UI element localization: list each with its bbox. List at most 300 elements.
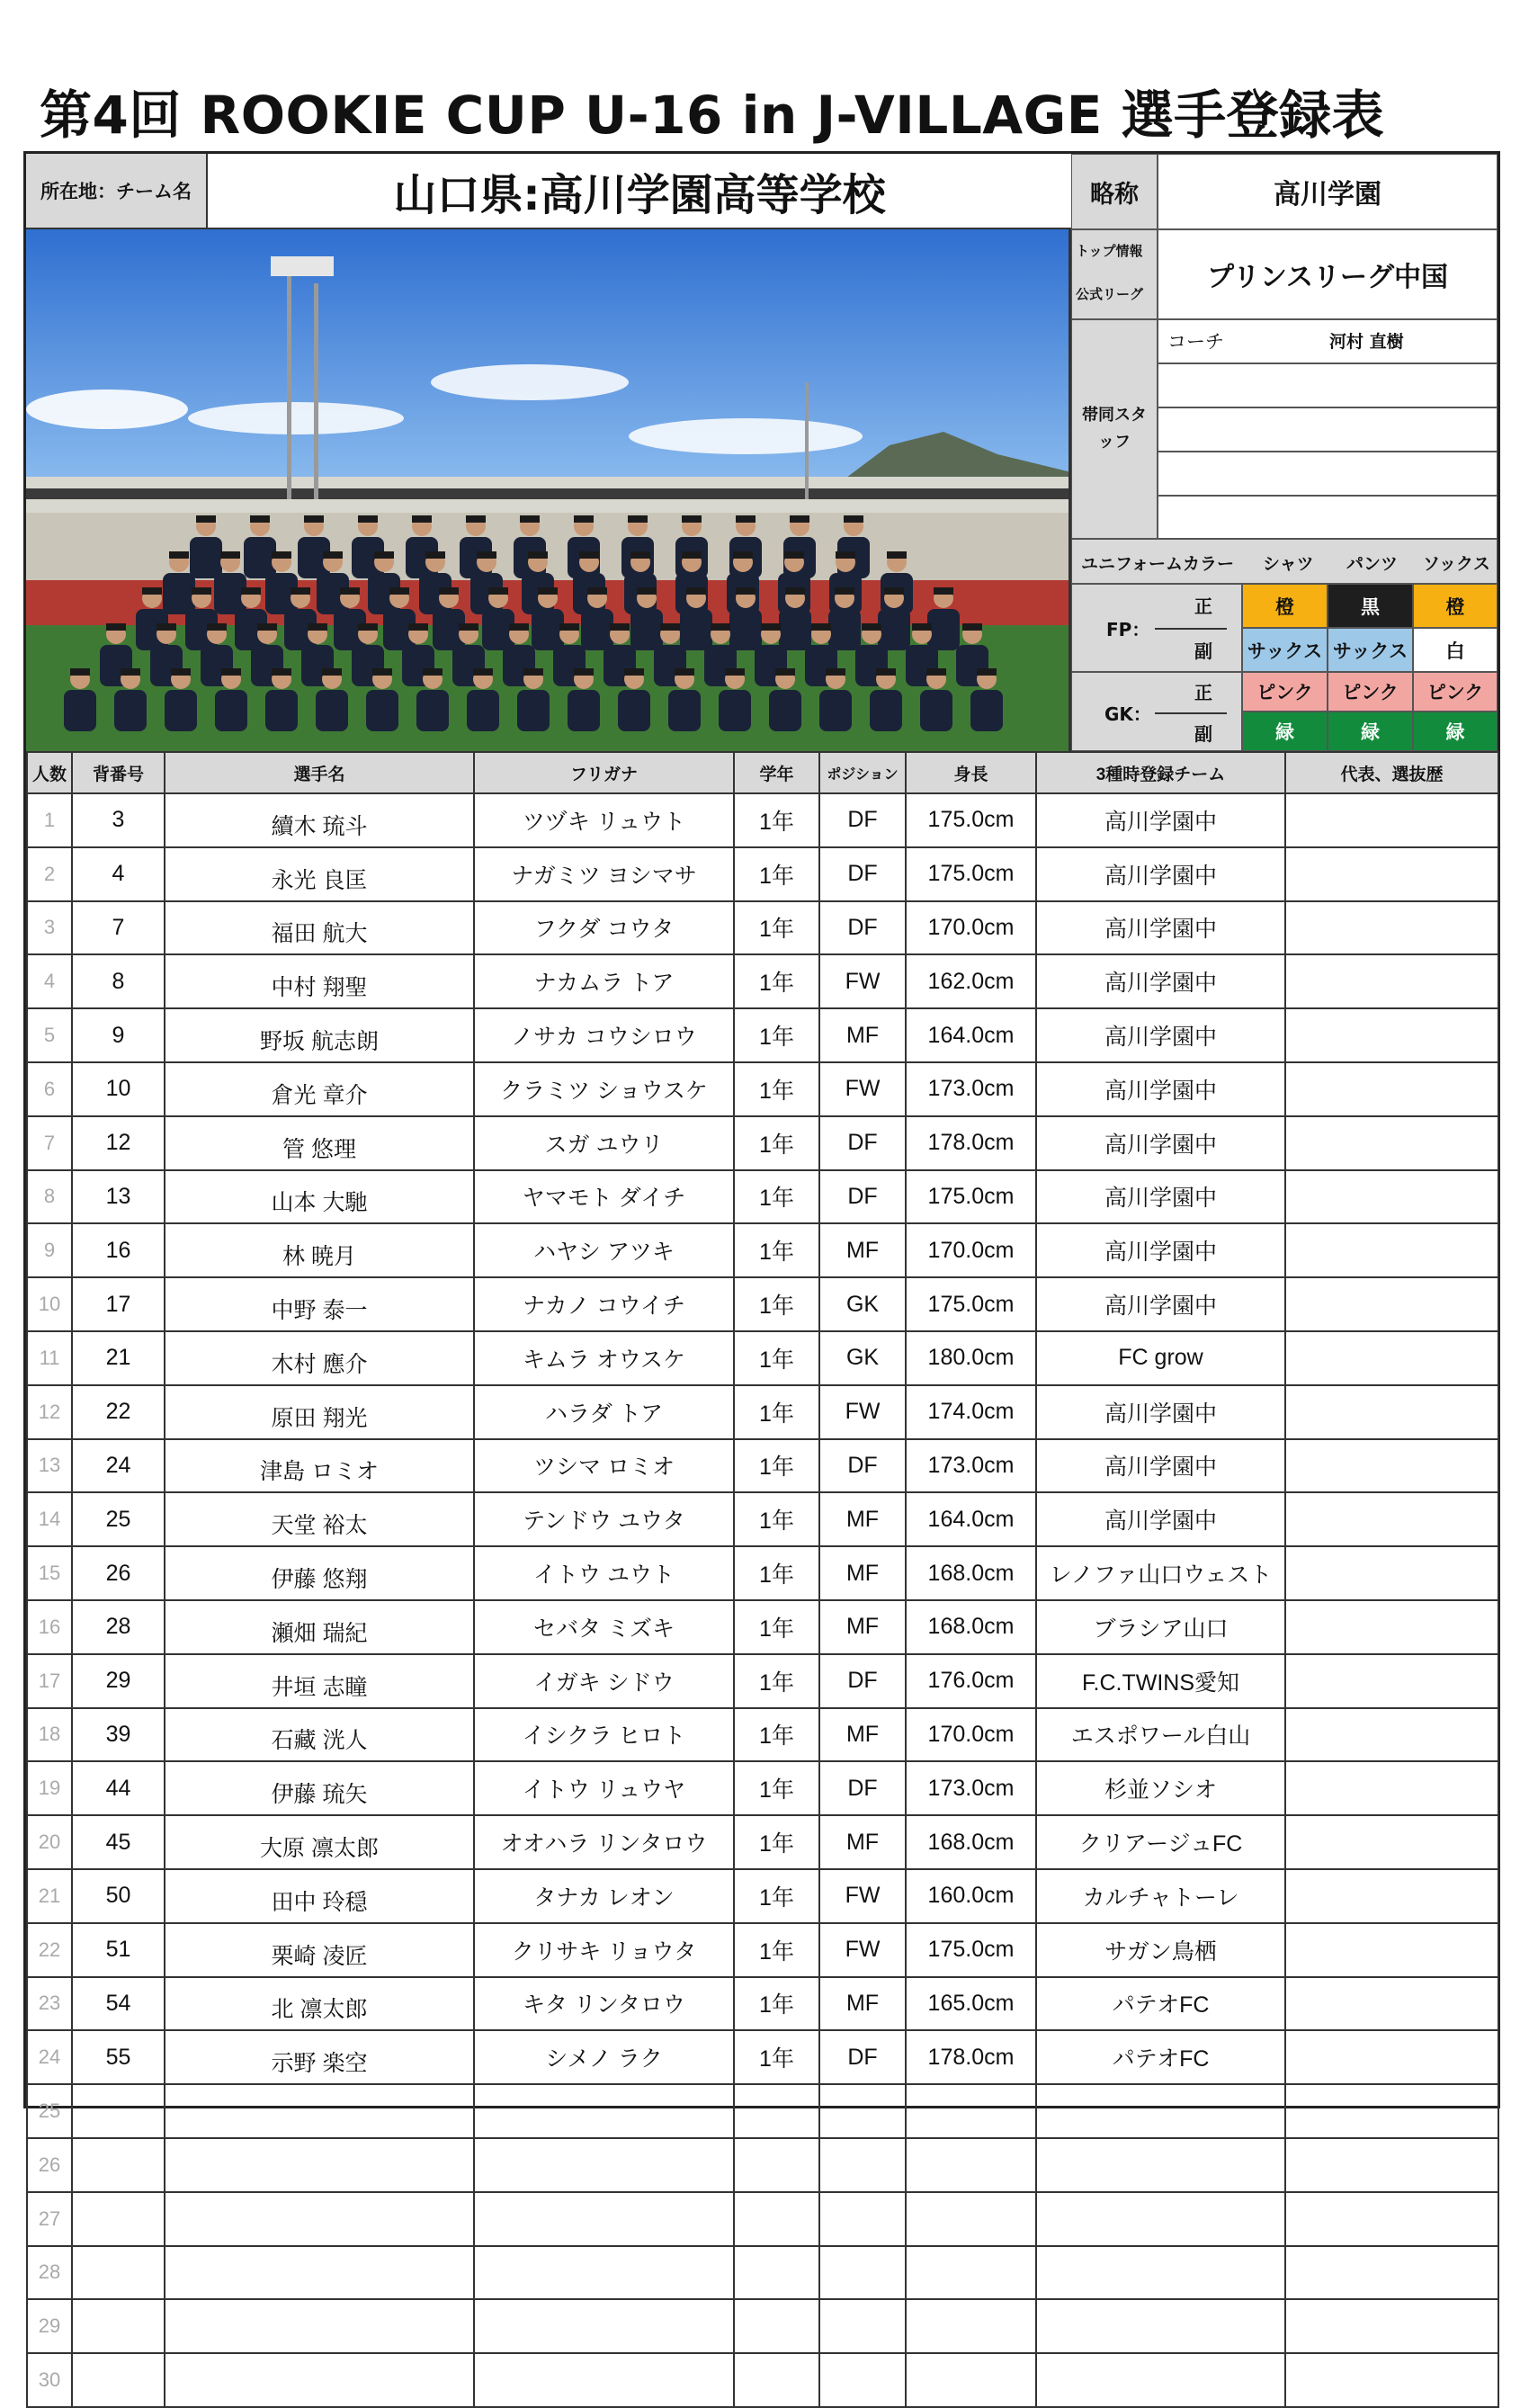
table-row: [27, 1600, 1498, 1654]
player-hair: [408, 623, 428, 631]
player-position: MF: [819, 1815, 906, 1869]
player-hair: [221, 668, 241, 676]
representative-history: [1285, 954, 1498, 1008]
representative-history: [1285, 1546, 1498, 1600]
player-figure: [568, 690, 600, 731]
player-hair: [811, 623, 831, 631]
top-info-cell: [1071, 229, 1158, 319]
abbr-value: 高川学園: [1158, 154, 1498, 229]
player-name: 永光 良匡: [165, 847, 474, 901]
representative-history: [1285, 1492, 1498, 1546]
representative-history: [1285, 2192, 1498, 2246]
league-value: プリンスリーグ中国: [1158, 229, 1498, 319]
previous-team: カルチャトーレ: [1036, 1869, 1285, 1923]
player-furigana: ナガミツ ヨシマサ: [474, 847, 734, 901]
player-hair: [520, 515, 540, 523]
player-grade: 1年: [734, 1977, 819, 2031]
player-grade: [734, 2299, 819, 2353]
player-hair: [682, 515, 702, 523]
player-grade: 1年: [734, 1385, 819, 1439]
col-previous-team: 3種時登録チーム: [1036, 752, 1285, 793]
player-position: FW: [819, 1062, 906, 1116]
representative-history: [1285, 1815, 1498, 1869]
page-title: 第4回 ROOKIE CUP U-16 in J-VILLAGE 選手登録表: [40, 85, 1385, 146]
row-index: 20: [27, 1815, 72, 1869]
previous-team: 杉並ソシオ: [1036, 1761, 1285, 1815]
row-index: 10: [27, 1277, 72, 1331]
gk-secondary-shirt: 緑: [1242, 712, 1328, 751]
player-height: 170.0cm: [906, 1708, 1036, 1762]
jersey-number: [72, 2299, 165, 2353]
player-hair: [473, 668, 493, 676]
table-row: [27, 793, 1498, 847]
player-furigana: テンドウ ユウタ: [474, 1492, 734, 1546]
player-figure: [970, 690, 1003, 731]
player-name: 天堂 裕太: [165, 1492, 474, 1546]
player-hair: [523, 668, 543, 676]
gk-cell: [1071, 672, 1242, 751]
team-name: 山口県:高川学園高等学校: [208, 154, 1071, 229]
uniform-col-socks: ソックス: [1423, 554, 1490, 574]
player-furigana: クラミツ ショウスケ: [474, 1062, 734, 1116]
uniform-col-pants: パンツ: [1346, 554, 1399, 574]
player-hair: [775, 668, 795, 676]
jersey-number: 16: [72, 1223, 165, 1277]
fp-label: FP：: [1106, 619, 1150, 640]
table-row: [27, 2138, 1498, 2192]
player-hair: [272, 551, 291, 559]
player-hair: [559, 623, 579, 631]
row-index: 25: [27, 2084, 72, 2138]
player-furigana: ヤマモト ダイチ: [474, 1170, 734, 1224]
player-hair: [733, 551, 753, 559]
player-hair: [574, 668, 594, 676]
player-hair: [169, 551, 189, 559]
player-height: [906, 2192, 1036, 2246]
player-hair: [488, 587, 508, 595]
player-figure: [163, 573, 195, 614]
player-position: DF: [819, 901, 906, 955]
staff-row-2: [1158, 363, 1498, 407]
row-index: 5: [27, 1008, 72, 1062]
representative-history: [1285, 793, 1498, 847]
player-grade: 1年: [734, 1331, 819, 1385]
player-hair: [477, 551, 496, 559]
player-name: 野坂 航志朗: [165, 1008, 474, 1062]
row-index: 12: [27, 1385, 72, 1439]
representative-history: [1285, 1977, 1498, 2031]
representative-history: [1285, 2246, 1498, 2300]
jersey-number: 24: [72, 1439, 165, 1493]
player-furigana: ツヅキ リュウト: [474, 793, 734, 847]
player-name: 管 悠理: [165, 1116, 474, 1170]
previous-team: [1036, 2299, 1285, 2353]
representative-history: [1285, 1708, 1498, 1762]
representative-history: [1285, 1331, 1498, 1385]
player-height: 175.0cm: [906, 793, 1036, 847]
player-height: 175.0cm: [906, 1277, 1036, 1331]
player-hair: [374, 551, 394, 559]
player-hair: [844, 515, 863, 523]
player-position: MF: [819, 1977, 906, 2031]
table-row: [27, 901, 1498, 955]
player-grade: 1年: [734, 2030, 819, 2084]
col-height: 身長: [906, 752, 1036, 793]
player-name: 倉光 章介: [165, 1062, 474, 1116]
player-hair: [675, 668, 694, 676]
representative-history: [1285, 1869, 1498, 1923]
player-hair: [785, 587, 805, 595]
player-name: 伊藤 琉矢: [165, 1761, 474, 1815]
player-grade: [734, 2138, 819, 2192]
representative-history: [1285, 1439, 1498, 1493]
player-furigana: ハヤシ アツキ: [474, 1223, 734, 1277]
player-position: FW: [819, 1869, 906, 1923]
player-name: 林 暁月: [165, 1223, 474, 1277]
player-grade: 1年: [734, 1546, 819, 1600]
table-row: [27, 2030, 1498, 2084]
player-name: 山本 大馳: [165, 1170, 474, 1224]
player-figure: [729, 609, 762, 650]
col-number: 背番号: [72, 752, 165, 793]
row-index: 8: [27, 1170, 72, 1224]
player-height: 178.0cm: [906, 2030, 1036, 2084]
player-position: DF: [819, 1654, 906, 1708]
table-row: [27, 1654, 1498, 1708]
previous-team: レノファ山口ウェスト: [1036, 1546, 1285, 1600]
player-name: 井垣 志瞳: [165, 1654, 474, 1708]
table-row: [27, 1546, 1498, 1600]
table-header-row: [27, 752, 1498, 793]
player-hair: [358, 623, 378, 631]
player-name: 大原 凛太郎: [165, 1815, 474, 1869]
player-position: [819, 2192, 906, 2246]
player-height: 173.0cm: [906, 1439, 1036, 1493]
row-index: 16: [27, 1600, 72, 1654]
previous-team: パテオFC: [1036, 1977, 1285, 2031]
player-furigana: スガ ユウリ: [474, 1116, 734, 1170]
jersey-number: 50: [72, 1869, 165, 1923]
row-index: 4: [27, 954, 72, 1008]
player-position: DF: [819, 793, 906, 847]
player-furigana: オオハラ リンタロウ: [474, 1815, 734, 1869]
player-position: MF: [819, 1492, 906, 1546]
player-grade: [734, 2192, 819, 2246]
representative-history: [1285, 1008, 1498, 1062]
previous-team: エスポワール白山: [1036, 1708, 1285, 1762]
player-hair: [887, 551, 907, 559]
table-row: [27, 1223, 1498, 1277]
jersey-number: 29: [72, 1654, 165, 1708]
player-hair: [340, 587, 360, 595]
player-hair: [207, 623, 227, 631]
player-position: GK: [819, 1277, 906, 1331]
fp-cell: [1071, 584, 1242, 672]
player-figure: [920, 690, 952, 731]
player-height: 175.0cm: [906, 1923, 1036, 1977]
staff-role: コーチ: [1167, 331, 1224, 353]
gk-secondary-label: 副: [1194, 723, 1212, 745]
player-hair: [876, 668, 896, 676]
player-figure: [819, 690, 852, 731]
row-index: 7: [27, 1116, 72, 1170]
player-figure: [828, 609, 861, 650]
jersey-number: 10: [72, 1062, 165, 1116]
player-name: [165, 2084, 474, 2138]
player-position: FW: [819, 1385, 906, 1439]
player-grade: 1年: [734, 1277, 819, 1331]
player-grade: 1年: [734, 901, 819, 955]
gk-label: GK：: [1104, 703, 1151, 725]
player-position: MF: [819, 1008, 906, 1062]
representative-history: [1285, 1170, 1498, 1224]
top-info-label: トップ情報: [1076, 243, 1143, 259]
player-position: MF: [819, 1600, 906, 1654]
player-figure: [64, 690, 96, 731]
player-hair: [934, 587, 953, 595]
player-height: 170.0cm: [906, 1223, 1036, 1277]
jersey-number: 55: [72, 2030, 165, 2084]
row-index: 27: [27, 2192, 72, 2246]
abbr-label: 略称: [1071, 154, 1158, 229]
previous-team: パテオFC: [1036, 2030, 1285, 2084]
player-grade: 1年: [734, 1654, 819, 1708]
col-count: 人数: [27, 752, 72, 793]
player-hair: [725, 668, 745, 676]
player-grade: 1年: [734, 1815, 819, 1869]
player-hair: [70, 668, 90, 676]
player-figure: [215, 690, 247, 731]
player-furigana: [474, 2299, 734, 2353]
player-name: [165, 2192, 474, 2246]
player-position: [819, 2353, 906, 2407]
player-hair: [439, 587, 459, 595]
table-row: [27, 1439, 1498, 1493]
row-index: 17: [27, 1654, 72, 1708]
table-row: [27, 1761, 1498, 1815]
row-index: 18: [27, 1708, 72, 1762]
player-grade: 1年: [734, 793, 819, 847]
fp-primary-socks: 橙: [1413, 584, 1498, 628]
table-row: [27, 2353, 1498, 2407]
player-position: DF: [819, 847, 906, 901]
staff-row-5: [1158, 496, 1498, 539]
player-height: [906, 2353, 1036, 2407]
uniform-label: ユニフォームカラー: [1081, 554, 1235, 574]
table-row: [27, 1708, 1498, 1762]
player-position: DF: [819, 1116, 906, 1170]
gk-divider: [1155, 712, 1227, 714]
player-hair: [736, 587, 756, 595]
table-row: [27, 2246, 1498, 2300]
player-position: [819, 2084, 906, 2138]
jersey-number: 39: [72, 1708, 165, 1762]
player-name: [165, 2353, 474, 2407]
jersey-number: 51: [72, 1923, 165, 1977]
player-position: DF: [819, 1439, 906, 1493]
fp-secondary-pants: サックス: [1328, 628, 1413, 672]
player-grade: 1年: [734, 1869, 819, 1923]
player-figure: [618, 690, 650, 731]
player-height: 173.0cm: [906, 1062, 1036, 1116]
jersey-number: 54: [72, 1977, 165, 2031]
jersey-number: 9: [72, 1008, 165, 1062]
player-hair: [196, 515, 216, 523]
representative-history: [1285, 1223, 1498, 1277]
player-furigana: [474, 2138, 734, 2192]
fp-primary-pants: 黒: [1328, 584, 1413, 628]
fp-secondary-shirt: サックス: [1242, 628, 1328, 672]
gk-primary-label: 正: [1194, 682, 1212, 703]
table-row: [27, 1869, 1498, 1923]
table-row: [27, 1170, 1498, 1224]
player-grade: [734, 2084, 819, 2138]
player-grade: 1年: [734, 1600, 819, 1654]
table-row: [27, 2084, 1498, 2138]
previous-team: 高川学園中: [1036, 793, 1285, 847]
player-figure: [467, 690, 499, 731]
representative-history: [1285, 2299, 1498, 2353]
player-name: 續木 琉斗: [165, 793, 474, 847]
previous-team: [1036, 2192, 1285, 2246]
player-hair: [790, 515, 809, 523]
player-position: FW: [819, 1923, 906, 1977]
previous-team: 高川学園中: [1036, 1223, 1285, 1277]
team-photo-image: [26, 229, 1071, 751]
previous-team: 高川学園中: [1036, 1492, 1285, 1546]
player-figure: [532, 609, 564, 650]
jersey-number: [72, 2192, 165, 2246]
player-grade: 1年: [734, 1708, 819, 1762]
player-name: 福田 航大: [165, 901, 474, 955]
player-name: 示野 楽空: [165, 2030, 474, 2084]
player-grade: [734, 2353, 819, 2407]
col-name: 選手名: [165, 752, 474, 793]
representative-history: [1285, 2138, 1498, 2192]
player-position: MF: [819, 1546, 906, 1600]
table-row: [27, 954, 1498, 1008]
player-height: 165.0cm: [906, 1977, 1036, 2031]
player-height: [906, 2246, 1036, 2300]
table-row: [27, 1062, 1498, 1116]
player-roster-table: [26, 751, 1499, 2408]
col-position: ポジション: [819, 752, 906, 793]
previous-team: サガン鳥栖: [1036, 1923, 1285, 1977]
player-furigana: [474, 2353, 734, 2407]
staff-row-3: [1158, 407, 1498, 452]
player-figure: [719, 690, 751, 731]
previous-team: F.C.TWINS愛知: [1036, 1654, 1285, 1708]
player-hair: [912, 623, 932, 631]
representative-history: [1285, 2030, 1498, 2084]
player-figure: [190, 537, 222, 578]
player-hair: [121, 668, 140, 676]
jersey-number: [72, 2353, 165, 2407]
previous-team: [1036, 2084, 1285, 2138]
player-height: 168.0cm: [906, 1600, 1036, 1654]
player-position: GK: [819, 1331, 906, 1385]
uniform-col-shirt: シャツ: [1263, 554, 1314, 574]
jersey-number: 7: [72, 901, 165, 955]
player-furigana: イトウ ユウト: [474, 1546, 734, 1600]
player-figure: [870, 690, 902, 731]
player-hair: [156, 623, 176, 631]
row-index: 14: [27, 1492, 72, 1546]
player-hair: [630, 551, 650, 559]
jersey-number: 28: [72, 1600, 165, 1654]
representative-history: [1285, 901, 1498, 955]
player-height: 160.0cm: [906, 1869, 1036, 1923]
player-hair: [977, 668, 997, 676]
player-figure: [581, 609, 613, 650]
table-row: [27, 1331, 1498, 1385]
representative-history: [1285, 1600, 1498, 1654]
player-furigana: ツシマ ロミオ: [474, 1439, 734, 1493]
table-row: [27, 1815, 1498, 1869]
player-height: 174.0cm: [906, 1385, 1036, 1439]
player-figure: [416, 690, 449, 731]
table-row: [27, 1116, 1498, 1170]
player-position: [819, 2138, 906, 2192]
player-hair: [686, 587, 706, 595]
location-label: 所在地：チーム名: [26, 154, 208, 229]
player-name: 中村 翔聖: [165, 954, 474, 1008]
player-hair: [587, 587, 607, 595]
player-grade: 1年: [734, 1008, 819, 1062]
player-hair: [637, 587, 657, 595]
player-grade: 1年: [734, 1761, 819, 1815]
player-hair: [509, 623, 529, 631]
player-hair: [291, 587, 310, 595]
player-figure: [630, 609, 663, 650]
row-index: 28: [27, 2246, 72, 2300]
player-furigana: [474, 2192, 734, 2246]
fp-secondary-label: 副: [1194, 640, 1212, 662]
info-panel: [1071, 154, 1498, 751]
player-hair: [884, 587, 904, 595]
player-hair: [220, 551, 240, 559]
player-height: [906, 2138, 1036, 2192]
representative-history: [1285, 1062, 1498, 1116]
player-figure: [878, 609, 910, 650]
player-grade: 1年: [734, 1223, 819, 1277]
player-hair: [835, 587, 854, 595]
player-hair: [711, 623, 730, 631]
jersey-number: 17: [72, 1277, 165, 1331]
player-height: 173.0cm: [906, 1761, 1036, 1815]
table-row: [27, 2192, 1498, 2246]
player-hair: [257, 623, 277, 631]
player-furigana: クリサキ リョウタ: [474, 1923, 734, 1977]
representative-history: [1285, 1923, 1498, 1977]
player-height: 170.0cm: [906, 901, 1036, 955]
player-name: [165, 2138, 474, 2192]
player-name: [165, 2246, 474, 2300]
player-hair: [736, 515, 756, 523]
player-hair: [304, 515, 324, 523]
previous-team: FC grow: [1036, 1331, 1285, 1385]
table-row: [27, 1008, 1498, 1062]
jersey-number: 4: [72, 847, 165, 901]
fp-primary-label: 正: [1194, 595, 1212, 617]
player-hair: [682, 551, 702, 559]
player-figure: [316, 690, 348, 731]
player-figure: [366, 690, 398, 731]
representative-history: [1285, 1761, 1498, 1815]
previous-team: 高川学園中: [1036, 901, 1285, 955]
player-hair: [660, 623, 680, 631]
player-hair: [538, 587, 558, 595]
